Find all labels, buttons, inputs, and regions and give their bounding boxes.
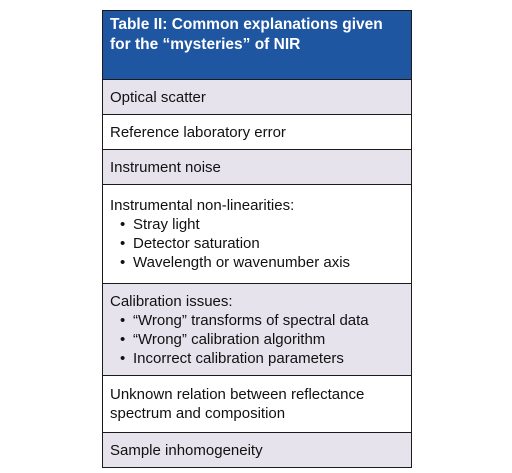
bullet-icon: • xyxy=(120,235,126,252)
table-row-instrumental-nonlinearities xyxy=(103,184,411,283)
table-row-sample-inhomogeneity xyxy=(103,432,411,467)
table-row-unknown-relation xyxy=(103,375,411,432)
bullet-icon: • xyxy=(120,254,126,271)
table-row-instrument-noise xyxy=(103,149,411,184)
row-text: Optical scatter xyxy=(110,88,206,106)
list-item: • Detector saturation xyxy=(120,235,260,252)
bullet-icon: • xyxy=(120,349,126,367)
bullet-list xyxy=(110,311,404,368)
row-text: Sample inhomogeneity xyxy=(110,441,263,459)
list-item: • Stray light xyxy=(120,216,200,233)
bullet-icon: • xyxy=(120,330,126,348)
bullet-list xyxy=(110,215,404,272)
table-title xyxy=(103,11,411,79)
explanations-table xyxy=(102,10,412,468)
list-item: • Wavelength or wavenumber axis xyxy=(120,254,351,271)
row-text: Reference laboratory error xyxy=(110,123,286,141)
list-item: • “Wrong” calibration algorithm xyxy=(120,330,326,348)
row-heading: Calibration issues: xyxy=(110,292,233,310)
table-title-line-1: Table II: Common explanations given xyxy=(110,16,383,33)
table-row-optical-scatter xyxy=(103,79,411,114)
list-item: • Incorrect calibration parameters xyxy=(120,349,344,367)
list-item: • “Wrong” transforms of spectral data xyxy=(120,311,369,329)
table-row-calibration-issues xyxy=(103,283,411,375)
table-title-line-2: for the “mysteries” of NIR xyxy=(110,36,301,53)
bullet-icon: • xyxy=(120,216,126,233)
bullet-icon: • xyxy=(120,311,126,329)
row-text: Instrument noise xyxy=(110,158,221,176)
row-text-line-2: spectrum and composition xyxy=(110,405,286,422)
row-text-line-1: Unknown relation between reflectance xyxy=(110,386,365,403)
table-row-reference-lab-error xyxy=(103,114,411,149)
row-heading: Instrumental non-linearities: xyxy=(110,197,295,214)
